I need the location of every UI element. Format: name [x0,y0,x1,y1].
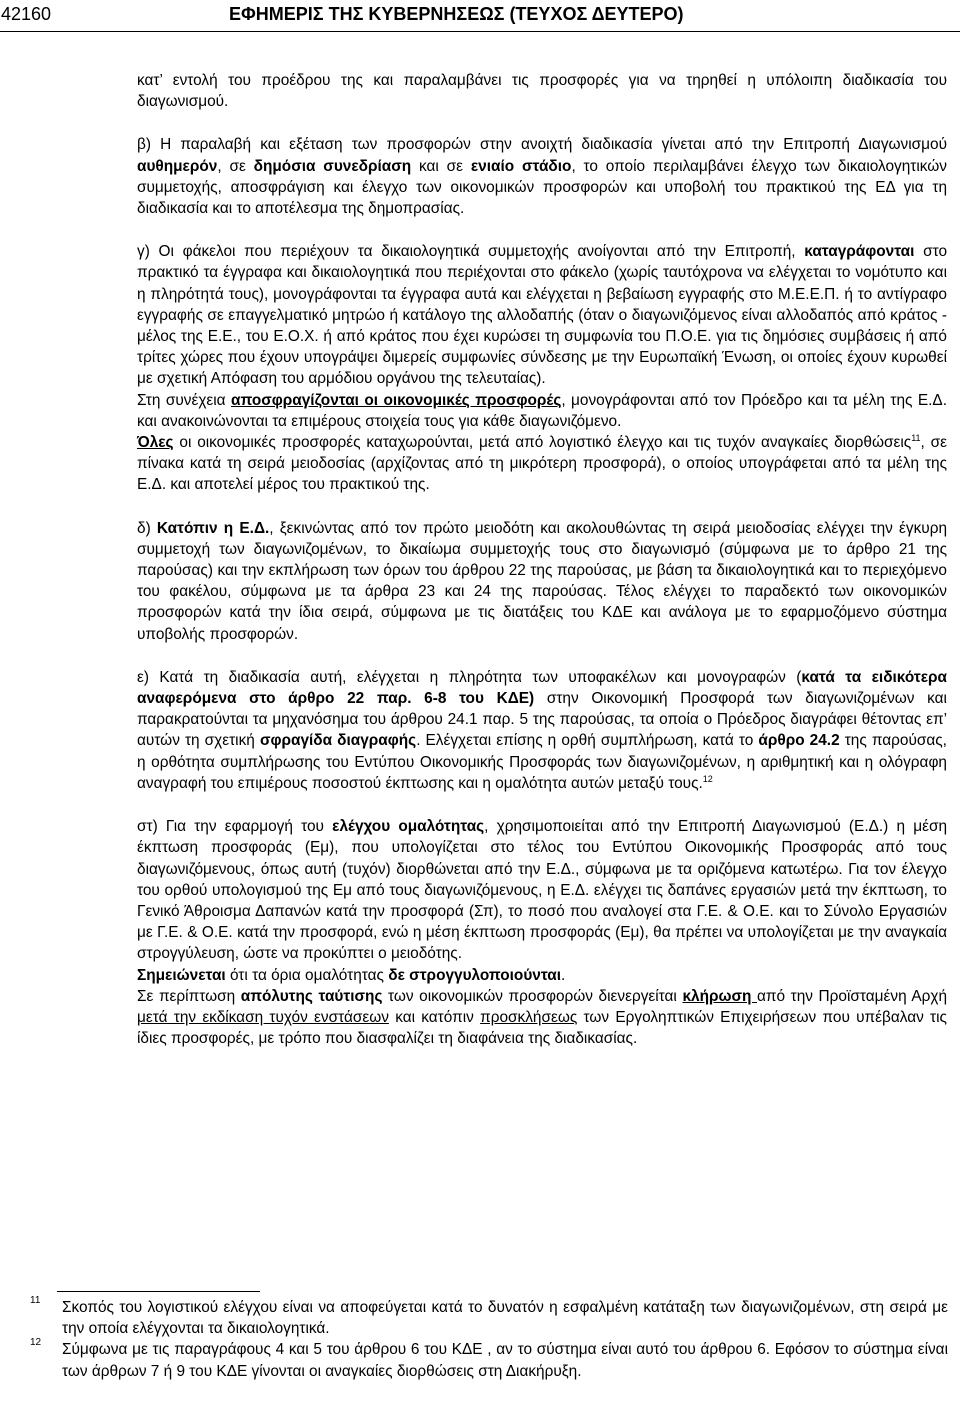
paragraph-gamma-ranking: Όλες οι οικονομικές προσφορές καταχωρούνται, μετά από λογιστικό έλεγχο και τις τυχόν αναγκαίες διορθώσεις$^{11}$, σε πίνακα κατά τη σειρά μειοδοσίας (αρχίζοντας από τη μικρότερη προσφορά), ο οποίος υπογράφεται από τα μέλη της Ε.Δ. και αποτελεί μέρος του πρακτικού της. [137,433,947,494]
footnote-separator [57,1291,260,1292]
footnote-ref-11[interactable]: 11 [911,433,921,444]
paragraph-gamma: γ) Οι φάκελοι που περιέχουν τα δικαιολογητικά συμμετοχής ανοίγονται από την Επιτροπή, καταγράφονται στο πρακτικό τα έγγραφα και δικαιολογητικά που περιέχονται στο φάκελο (χωρίς ταυτόχρονα να ελέγχεται το νομότυπο και η πληρότητά τους), μονογράφονται τα έγγραφα αυτά και ελέγχεται η βεβαίωση εγγραφής στο Μ.Ε.Ε.Π. ή το αντίγραφο εγγραφής σε επαγγελματικό μητρώο ή κατάλογο της αλλοδαπής (όταν ο διαγωνιζόμενος είναι αλλοδαπός από κράτος - μέλος της Ε.Ε., του Ε.Ο.Χ. ή από κράτος που έχει κυρώσει τη συμφωνία του Π.Ο.Ε. για τις δημόσιες συμβάσεις ή από τρίτες χώρες που έχουν υπογράψει διμερείς συμφωνίες σύνδεσης με την Ευρωπαϊκή Ένωση, οι οποίες έχουν κυρωθεί με σχετική Απόφαση του αρμόδιου οργάνου της τελευταίας). [137,243,948,388]
paragraph-gamma-opening: Στη συνέχεια αποσφραγίζονται οι οικονομικές προσφορές, μονογράφονται από τον Πρόεδρο και τα μέλη της Ε.Δ. και ανακοινώνονται τα επιμέρους στοιχεία τους για κάθε διαγωνιζόμενο. [137,391,947,430]
paragraph-st: στ) Για την εφαρμογή του ελέγχου ομαλότητας, χρησιμοποιείται από την Επιτροπή Διαγωνισμού (Ε.Δ.) η μέση έκπτωση προσφοράς (Εμ), που υπολογίζεται στο τέλος του Εντύπου Οικονομικής Προσφοράς από τους διαγωνιζόμενους, όπως αυτή (τυχόν) διορθώνεται από την Ε.Δ., σύμφωνα με τα οριζόμενα κατωτέρω. Για τον έλεγχο του ορθού υπολογισμού της Εμ από τους διαγωνιζόμενους, η Ε.Δ. ελέγχει τις δαπάνες εργασιών μετά την έκπτωση, το Γενικό Άθροισμα Δαπανών κατά την προσφορά (Σπ), το ποσό που αναλογεί στα Γ.Ε. & Ο.Ε. και το Σύνολο Εργασιών με Γ.Ε. & Ο.Ε. κατά την προσφορά, ενώ η μέση έκπτωση προσφοράς (Εμ), θα πρέπει να υπολογίζεται με την αναγκαία στρογγύλευση, ώστε να προκύπτει ο μειοδότης. [137,818,947,963]
header-rule [0,31,960,32]
page-header [0,0,960,34]
footnotes [30,1297,948,1382]
footnote-ref-12[interactable]: 12 [702,773,713,784]
footnote-text: Σύμφωνα με τις παραγράφους 4 και 5 του άρθρου 6 του ΚΔΕ , αν το σύστημα είναι αυτό του άρθρου 6. Εφόσον το σύστημα είναι των άρθρων 7 ή 9 του ΚΔΕ γίνονται οι αναγκαίες διορθώσεις στη Διακήρυξη. [62,1341,948,1380]
footnote-text: Σκοπός του λογιστικού ελέγχου είναι να αποφεύγεται κατά το δυνατόν η εσφαλμένη κατάταξη των διαγωνιζομένων, στη σειρά με την οποία ελέγχονται τα δικαιολογητικά. [62,1299,948,1338]
paragraph-st-tie: Σε περίπτωση απόλυτης ταύτισης των οικονομικών προσφορών διενεργείται κλήρωση από την Προϊσταμένη Αρχή μετά την εκδίκαση τυχόν ενστάσεων και κατόπιν προσκλήσεως των Εργοληπτικών Επιχειρήσεων που υπέβαλαν τις ίδιες προσφορές, με τρόπο που διασφαλίζει τη διαφάνεια της διαδικασίας. [137,987,948,1048]
page-number: 42160 [1,4,52,24]
footnote-12 [30,1339,948,1381]
footnote-mark: 11 [30,1295,41,1306]
paragraph-st-note: Σημειώνεται ότι τα όρια ομαλότητας δε στρογγυλοποιούνται. [137,966,566,984]
paragraph-delta: δ) Κατόπιν η Ε.Δ., ξεκινώντας από τον πρώτο μειοδότη και ακολουθώντας τη σειρά μειοδοσίας ελέγχει την έγκυρη συμμετοχή των διαγωνιζομένων, το δικαίωμα συμμετοχής τους στο διαγωνισμό (σύμφωνα με το άρθρο 21 της παρούσας) και την εκπλήρωση των όρων του άρθρου 22 της παρούσας, με βάση τα δικαιολογητικά και το περιεχόμενο του φακέλου, σύμφωνα με τα άρθρα 23 και 24 της παρούσας. Τέλος ελέγχει το παραδεκτό των οικονομικών προσφορών κατά την ίδια σειρά, σύμφωνα με τις διατάξεις του ΚΔΕ και ανάλογα με το εφαρμοζόμενο σύστημα υποβολής προσφορών. [137,519,948,643]
footnote-mark: 12 [30,1337,42,1349]
footnote-11 [30,1297,948,1339]
gazette-title: ΕΦΗΜΕΡΙΣ ΤΗΣ ΚΥΒΕΡΝΗΣΕΩΣ (ΤΕΥΧΟΣ ΔΕΥΤΕΡΟ) [229,4,684,24]
paragraph-epsilon: ε) Κατά τη διαδικασία αυτή, ελέγχεται η πληρότητα των υποφακέλων και μονογραφών (κατά τα ειδικότερα αναφερόμενα στο άρθρο 22 παρ. 6-8 του ΚΔΕ) στην Οικονομική Προσφορά των διαγωνιζομένων και παρακρατούνται τα μηχανόσημα του άρθρου 24.1 παρ. 5 της παρούσας, τα οποία ο Πρόεδρος διαγράφει θέτοντας επ’ αυτών τη σχετική σφραγίδα διαγραφής. Ελέγχεται επίσης η ορθή συμπλήρωση, κατά το άρθρο 24.2 της παρούσας, η ορθότητα συμπλήρωσης του Εντύπου Οικονομικής Προσφοράς των διαγωνιζομένων, η αριθμητική και η ολόγραφη αναγραφή του επιμέρους ποσοστού έκπτωσης και η ομαλότητα αυτών μεταξύ τους.$^{12}$ [137,668,947,792]
paragraph-continuation: κατ’ εντολή του προέδρου της και παραλαμβάνει τις προσφορές για να τηρηθεί η υπόλοιπη διαδικασία του διαγωνισμού. [137,72,947,111]
paragraph-beta: β) Η παραλαβή και εξέταση των προσφορών στην ανοιχτή διαδικασία γίνεται από την Επιτροπή Διαγωνισμού αυθημερόν, σε δημόσια συνεδρίαση και σε ενιαίο στάδιο, το οποίο περιλαμβάνει έλεγχο των δικαιολογητικών συμμετοχής, αποσφράγιση και έλεγχο των οικονομικών προσφορών και υποβολή του πρακτικού της ΕΔ για τη διαδικασία και το αποτέλεσμα της δημοπρασίας. [137,136,948,218]
document-body [137,70,947,1049]
